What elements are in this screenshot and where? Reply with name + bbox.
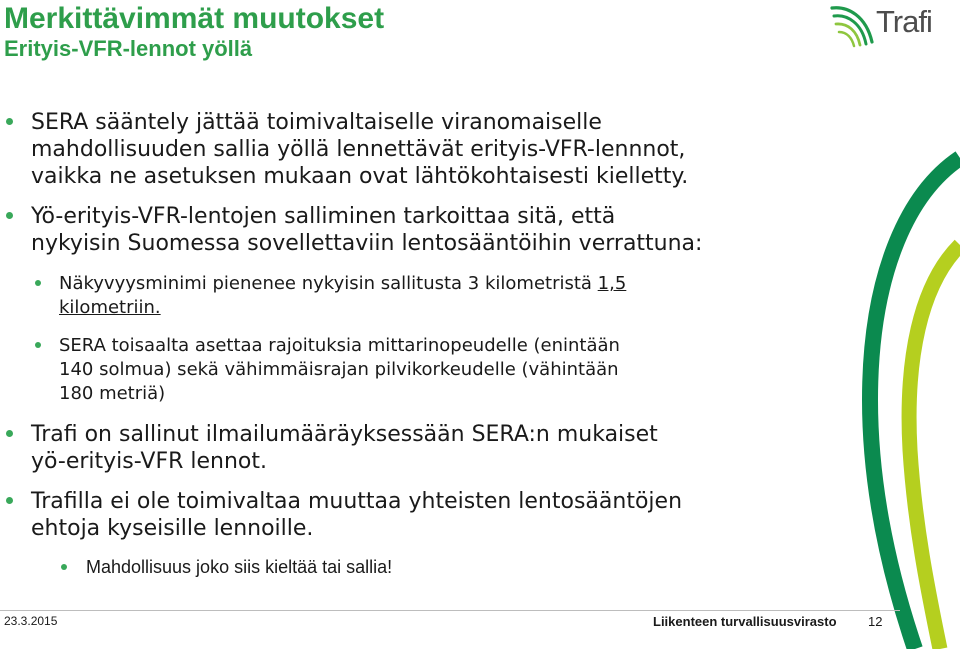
bullet-dot [6, 497, 13, 504]
bullet-dot [35, 342, 41, 348]
bullet-text-line: kilometriin. [59, 297, 161, 318]
footer-date: 23.3.2015 [4, 614, 58, 628]
bullet-dot [6, 212, 13, 219]
bullet-text-line: 140 solmua) sekä vähimmäisrajan pilvikorkeudelle (vähintään [59, 359, 619, 380]
text-segment: Näkyvyysminimi pienenee nykyisin sallitusta 3 kilometristä [59, 273, 598, 294]
bullet-dot [6, 430, 13, 437]
bullet-text-line: 180 metriä) [59, 383, 166, 404]
bullet-text-line: Trafi on sallinut ilmailumääräyksessään SERA:n mukaiset [31, 422, 658, 447]
footer-divider [0, 610, 900, 611]
bullet-text-line: vaikka ne asetuksen mukaan ovat lähtökohtaisesti kielletty. [31, 164, 689, 189]
bullet-text-line: SERA sääntely jättää toimivaltaiselle viranomaiselle [31, 110, 602, 135]
slide-title: Merkittävimmät muutokset [4, 2, 385, 35]
bullet-text-line: Mahdollisuus joko siis kieltää tai sallia! [86, 557, 393, 577]
slide-subtitle: Erityis-VFR-lennot yöllä [4, 36, 253, 61]
bullet-trafi-allowed [31, 421, 658, 475]
bullet-text-line: Trafilla ei ole toimivaltaa muuttaa yhteisten lentosääntöjen [31, 489, 683, 514]
bullet-text-line [59, 272, 626, 296]
underlined-value: 1,5 [597, 273, 627, 294]
bullet-text-line: nykyisin Suomessa sovellettaviin lentosääntöihin verrattuna: [31, 231, 703, 256]
sub-bullet-visibility-minimum [59, 272, 626, 320]
bullet-trafi-no-authority [31, 488, 682, 542]
bullet-dot [35, 280, 41, 286]
bullet-text-line: mahdollisuuden sallia yöllä lennettävät erityis-VFR-lennnot, [31, 137, 686, 162]
bullet-night-vfr-meaning [31, 203, 702, 257]
bullet-dot [6, 118, 13, 125]
logo-text: Trafi [876, 4, 932, 39]
bullet-text-line: Yö-erityis-VFR-lentojen salliminen tarkoittaa sitä, että [31, 204, 616, 229]
sub-bullet-possibility [86, 556, 392, 578]
bullet-text-line: ehtoja kyseisille lennoille. [31, 516, 314, 541]
bullet-sera-sanctions [31, 109, 688, 190]
bullet-text-line: SERA toisaalta asettaa rajoituksia mittarinopeudelle (enintään [59, 335, 620, 356]
page-number: 12 [868, 614, 883, 629]
bullet-text-line: yö-erityis-VFR lennot. [31, 449, 267, 474]
sub-bullet-sera-restrictions [59, 334, 620, 406]
bullet-dot [61, 564, 67, 570]
footer-organization: Liikenteen turvallisuusvirasto [653, 614, 837, 629]
